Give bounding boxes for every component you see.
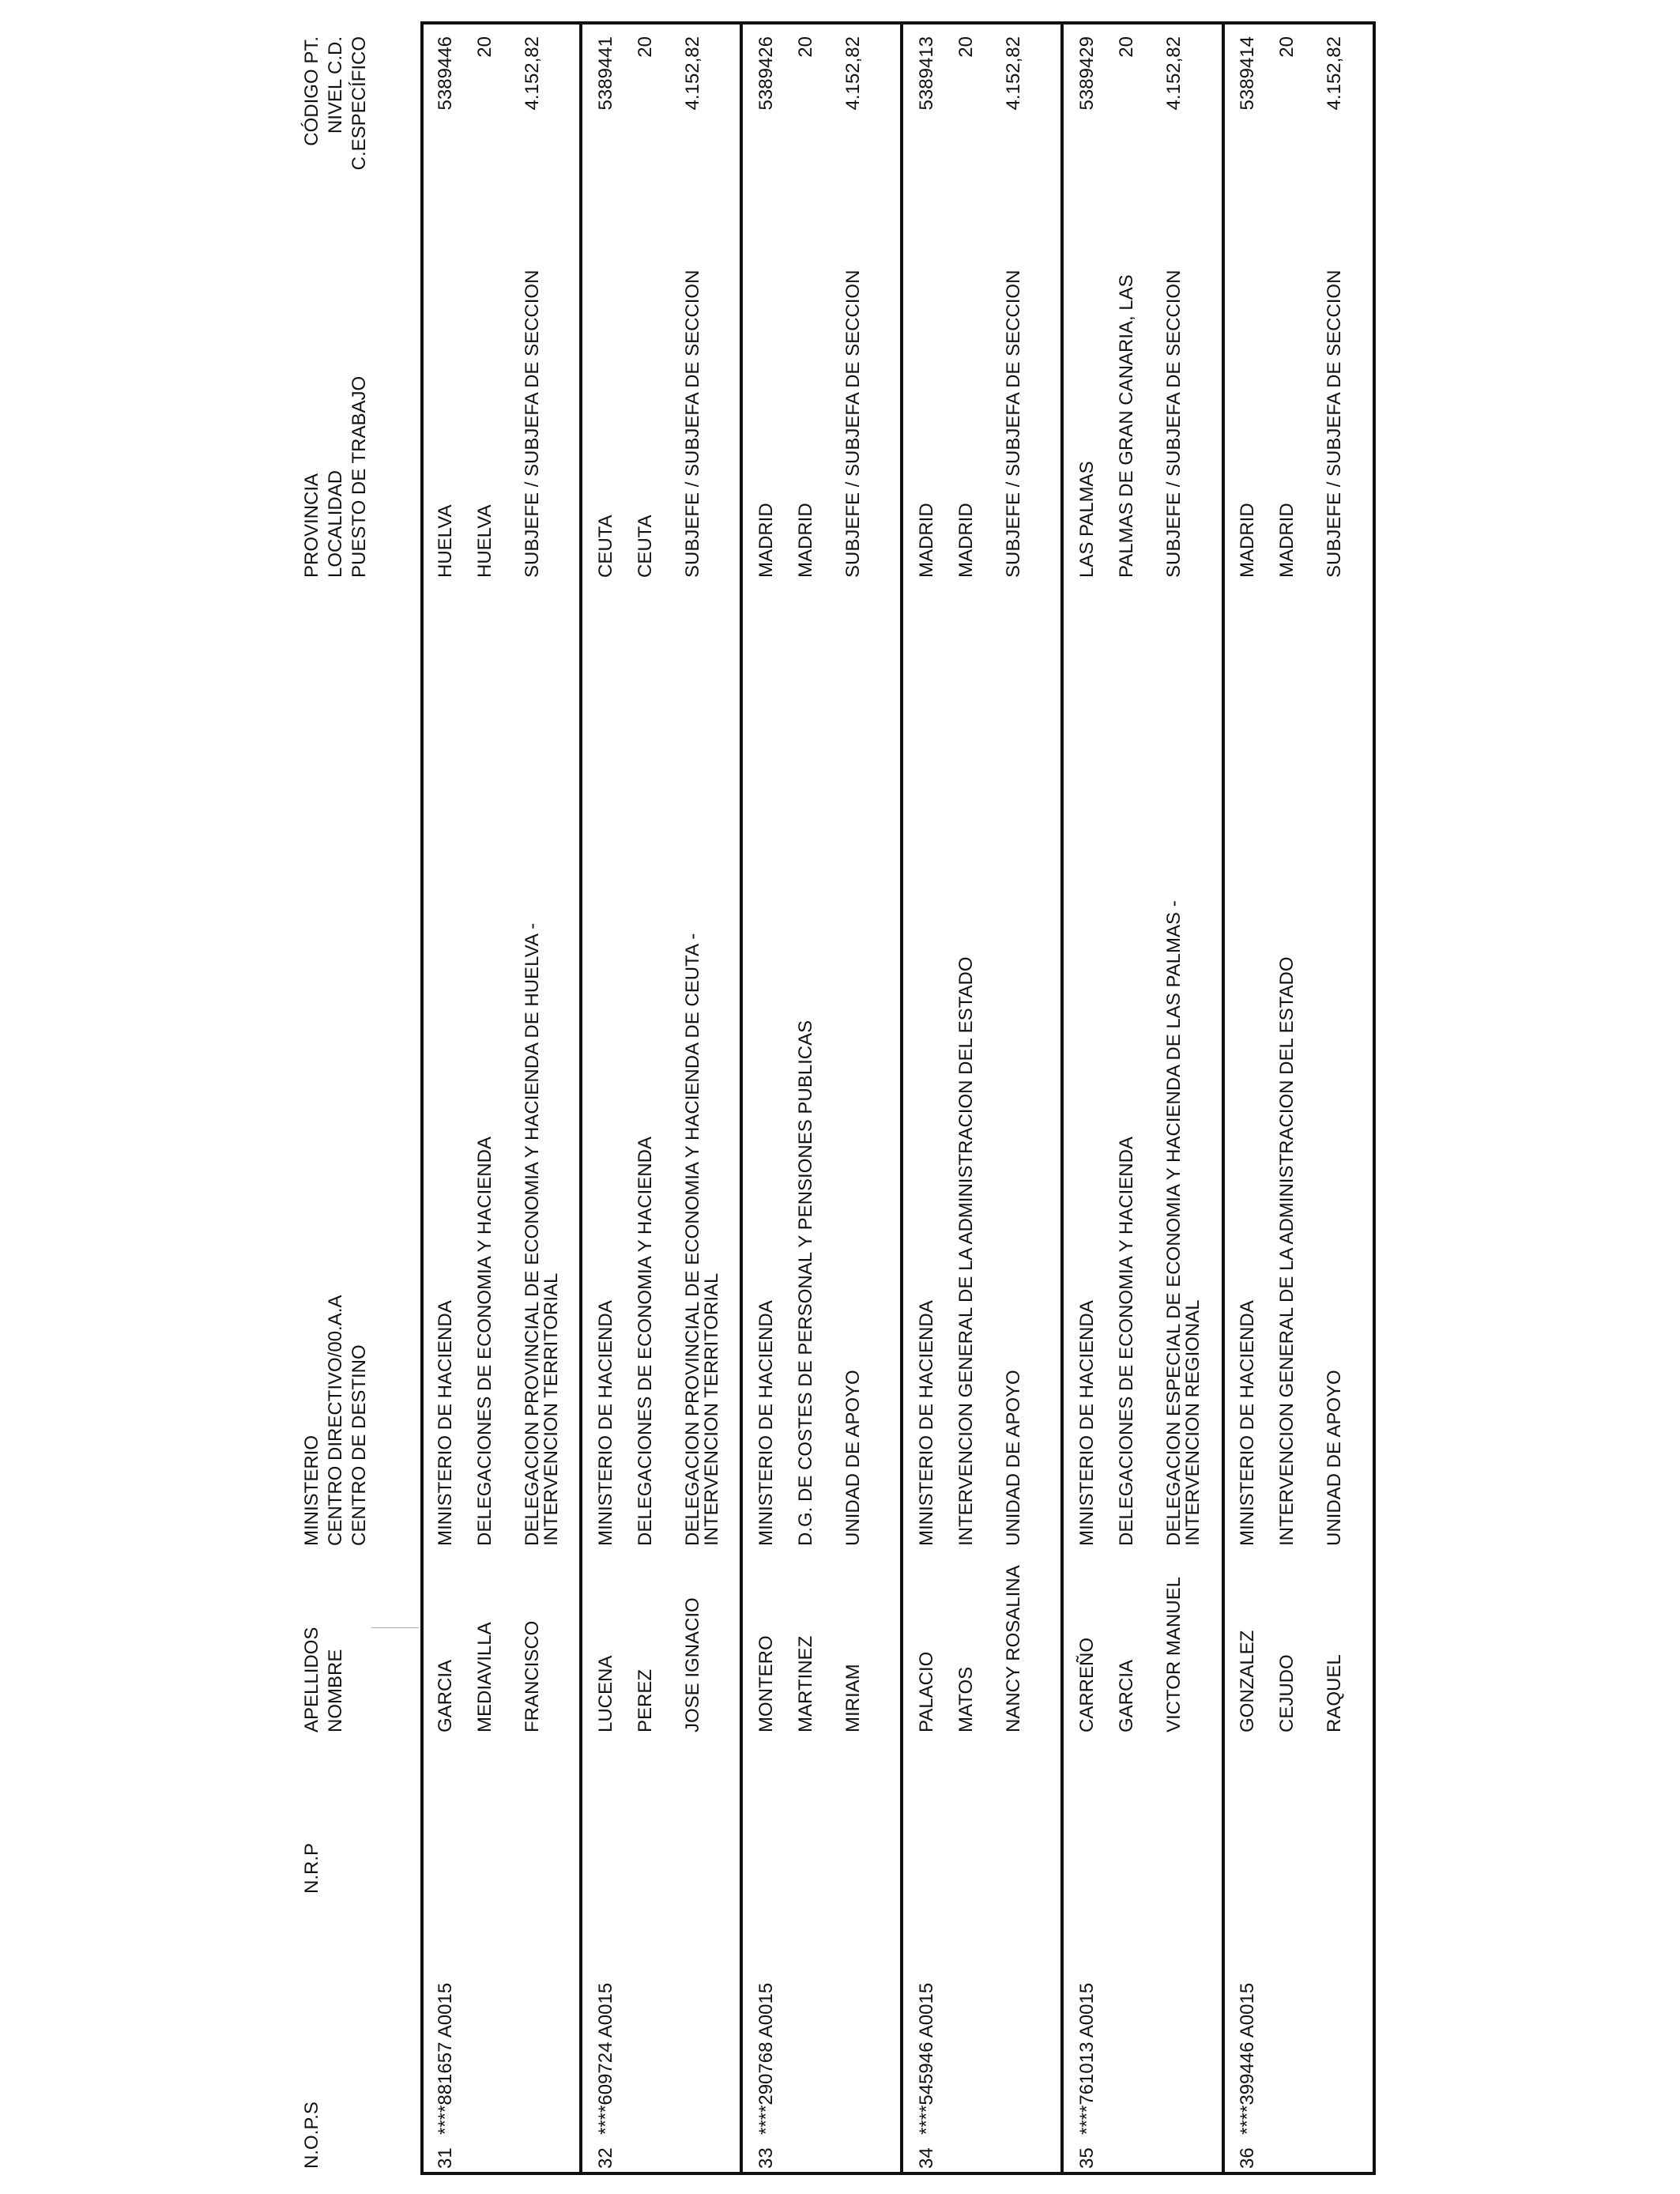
column-guide	[371, 1627, 419, 1628]
cell-centro-destino-2: INTERVENCION TERRITORIAL	[541, 1272, 562, 1546]
cell-nombre: MIRIAM	[842, 1664, 864, 1732]
cell-nops: 32	[595, 2147, 616, 2169]
cell-centro-destino: DELEGACION PROVINCIAL DE ECONOMIA Y HACIENDA DE CEUTA -	[682, 933, 703, 1546]
cell-nops: 34	[916, 2147, 937, 2169]
cell-centro-destino-2: INTERVENCION TERRITORIAL	[701, 1272, 722, 1546]
cell-nrp: ****881657 A0015	[435, 1982, 456, 2135]
cell-provincia: LAS PALMAS	[1076, 461, 1098, 578]
header-localidad: LOCALIDAD	[325, 469, 346, 578]
cell-nrp: ****290768 A0015	[755, 1982, 777, 2135]
header-centro-destino: CENTRO DE DESTINO	[348, 1344, 370, 1546]
cell-nrp: ****761013 A0015	[1076, 1982, 1098, 2135]
cell-nrp: ****545946 A0015	[916, 1982, 937, 2135]
cell-nivel: 20	[1116, 36, 1137, 58]
cell-nops: 31	[435, 2147, 456, 2169]
cell-apellido-1: GARCIA	[435, 1659, 456, 1732]
cell-codigo: 5389446	[435, 36, 456, 111]
cell-nombre: JOSE IGNACIO	[682, 1597, 703, 1732]
cell-especifico: 4.152,82	[522, 36, 543, 111]
cell-especifico: 4.152,82	[1324, 36, 1345, 111]
cell-puesto: SUBJEFE / SUBJEFA DE SECCION	[1003, 270, 1024, 578]
cell-apellido-2: CEJUDO	[1276, 1654, 1298, 1732]
cell-centro-destino: UNIDAD DE APOYO	[842, 1370, 864, 1546]
cell-codigo: 5389413	[916, 36, 937, 111]
row-separator	[579, 25, 582, 2172]
cell-nivel: 20	[795, 36, 816, 58]
cell-nombre: NANCY ROSALINA	[1003, 1565, 1024, 1732]
cell-centro-directivo: INTERVENCION GENERAL DE LA ADMINISTRACION DEL ESTADO	[1276, 956, 1298, 1546]
cell-provincia: MADRID	[916, 503, 937, 578]
header-especifico: C.ESPECÍFICO	[348, 36, 370, 171]
cell-provincia: HUELVA	[435, 504, 456, 578]
cell-especifico: 4.152,82	[682, 36, 703, 111]
cell-provincia: CEUTA	[595, 515, 616, 578]
cell-apellido-2: MEDIAVILLA	[474, 1622, 495, 1732]
results-table	[420, 21, 1376, 2175]
cell-especifico: 4.152,82	[842, 36, 864, 111]
header-nombre: NOMBRE	[325, 1649, 346, 1732]
cell-centro-directivo: INTERVENCION GENERAL DE LA ADMINISTRACION DEL ESTADO	[955, 956, 977, 1546]
header-nrp: N.R.P	[301, 1842, 322, 1894]
cell-centro-directivo: DELEGACIONES DE ECONOMIA Y HACIENDA	[1116, 1137, 1137, 1546]
cell-codigo: 5389414	[1237, 36, 1258, 111]
header-centro-directivo: CENTRO DIRECTIVO/00.A.A	[325, 1295, 346, 1546]
header-nops: N.O.P.S	[301, 2102, 322, 2169]
cell-centro-destino: UNIDAD DE APOYO	[1003, 1370, 1024, 1546]
cell-ministerio: MINISTERIO DE HACIENDA	[595, 1300, 616, 1546]
header-puesto: PUESTO DE TRABAJO	[348, 375, 370, 578]
header-nivel: NIVEL C.D.	[325, 36, 346, 134]
header-apellidos: APELLIDOS	[301, 1627, 322, 1732]
header-provincia: PROVINCIA	[301, 473, 322, 578]
header-codigo: CÓDIGO PT.	[301, 36, 322, 146]
cell-ministerio: MINISTERIO DE HACIENDA	[755, 1300, 777, 1546]
cell-nops: 35	[1076, 2147, 1098, 2169]
cell-centro-directivo: DELEGACIONES DE ECONOMIA Y HACIENDA	[474, 1137, 495, 1546]
cell-centro-directivo: DELEGACIONES DE ECONOMIA Y HACIENDA	[635, 1137, 656, 1546]
cell-centro-destino: UNIDAD DE APOYO	[1324, 1370, 1345, 1546]
cell-nops: 33	[755, 2147, 777, 2169]
cell-centro-destino-2: INTERVENCION REGIONAL	[1182, 1299, 1203, 1546]
row-separator	[900, 25, 903, 2172]
cell-localidad: MADRID	[1276, 503, 1298, 578]
cell-especifico: 4.152,82	[1163, 36, 1185, 111]
cell-localidad: HUELVA	[474, 504, 495, 578]
cell-provincia: MADRID	[755, 503, 777, 578]
cell-ministerio: MINISTERIO DE HACIENDA	[435, 1300, 456, 1546]
cell-localidad: MADRID	[955, 503, 977, 578]
cell-puesto: SUBJEFE / SUBJEFA DE SECCION	[1324, 270, 1345, 578]
cell-localidad: MADRID	[795, 503, 816, 578]
cell-nivel: 20	[1276, 36, 1298, 58]
cell-especifico: 4.152,82	[1003, 36, 1024, 111]
cell-provincia: MADRID	[1237, 503, 1258, 578]
row-separator	[740, 25, 743, 2172]
cell-apellido-1: PALACIO	[916, 1651, 937, 1732]
cell-ministerio: MINISTERIO DE HACIENDA	[1076, 1300, 1098, 1546]
cell-codigo: 5389426	[755, 36, 777, 111]
cell-ministerio: MINISTERIO DE HACIENDA	[1237, 1300, 1258, 1546]
cell-apellido-1: MONTERO	[755, 1635, 777, 1732]
cell-nivel: 20	[635, 36, 656, 58]
cell-puesto: SUBJEFE / SUBJEFA DE SECCION	[842, 270, 864, 578]
cell-localidad: CEUTA	[635, 515, 656, 578]
row-separator	[1060, 25, 1064, 2172]
cell-apellido-2: GARCIA	[1116, 1659, 1137, 1732]
cell-nombre: FRANCISCO	[522, 1620, 543, 1732]
cell-puesto: SUBJEFE / SUBJEFA DE SECCION	[1163, 270, 1185, 578]
cell-nrp: ****399446 A0015	[1237, 1982, 1258, 2135]
cell-codigo: 5389429	[1076, 36, 1098, 111]
cell-nops: 36	[1237, 2147, 1258, 2169]
cell-nrp: ****609724 A0015	[595, 1982, 616, 2135]
cell-apellido-2: MATOS	[955, 1666, 977, 1732]
cell-apellido-1: GONZALEZ	[1237, 1630, 1258, 1732]
cell-nombre: RAQUEL	[1324, 1654, 1345, 1732]
row-separator	[1222, 25, 1225, 2172]
cell-centro-destino: DELEGACION PROVINCIAL DE ECONOMIA Y HACIENDA DE HUELVA -	[522, 922, 543, 1546]
cell-puesto: SUBJEFE / SUBJEFA DE SECCION	[682, 270, 703, 578]
cell-centro-directivo: D.G. DE COSTES DE PERSONAL Y PENSIONES PUBLICAS	[795, 1020, 816, 1546]
cell-codigo: 5389441	[595, 36, 616, 111]
cell-nombre: VICTOR MANUEL	[1163, 1577, 1185, 1732]
cell-nivel: 20	[474, 36, 495, 58]
cell-nivel: 20	[955, 36, 977, 58]
header-ministerio: MINISTERIO	[301, 1434, 322, 1546]
cell-apellido-2: PEREZ	[635, 1668, 656, 1732]
cell-centro-destino: DELEGACION ESPECIAL DE ECONOMIA Y HACIENDA DE LAS PALMAS -	[1163, 900, 1185, 1546]
cell-puesto: SUBJEFE / SUBJEFA DE SECCION	[522, 270, 543, 578]
cell-apellido-2: MARTINEZ	[795, 1635, 816, 1732]
cell-ministerio: MINISTERIO DE HACIENDA	[916, 1300, 937, 1546]
cell-apellido-1: CARREÑO	[1076, 1637, 1098, 1732]
cell-apellido-1: LUCENA	[595, 1655, 616, 1732]
cell-localidad: PALMAS DE GRAN CANARIA, LAS	[1116, 274, 1137, 578]
